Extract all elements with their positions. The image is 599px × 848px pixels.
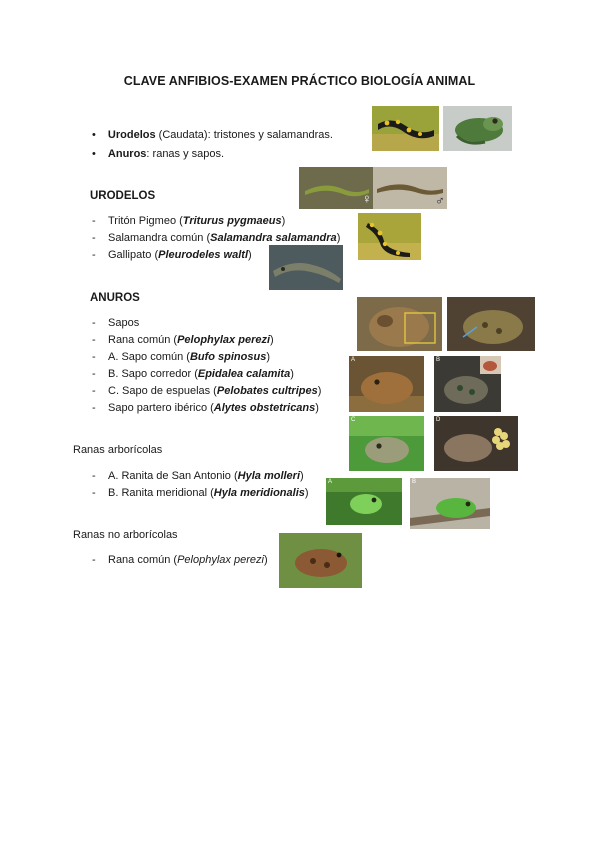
list-item [92,333,274,347]
pelobates-photo [349,416,424,471]
paren: ) [317,385,322,397]
page-title: CLAVE ANFIBIOS-EXAMEN PRÁCTICO BIOLOGÍA ANIMAL [123,74,476,88]
common-name: Tritón Pigmeo ( [108,215,183,227]
intro-text: : ranas y sapos. [146,148,225,160]
bufo-spinosus-photo [349,356,424,412]
dash: - [92,232,96,244]
dash: - [92,470,96,482]
list-item [92,316,140,330]
alytes-photo [434,416,518,471]
scientific-name: Hyla molleri [237,470,301,482]
photo-label-a: A [328,479,333,485]
paren: ) [300,470,304,482]
scientific-name: Pelophylax perezi [177,334,271,346]
common-name: Sapo partero ibérico ( [108,402,214,414]
salamander-photo [372,106,439,151]
intro-term: Urodelos [107,129,156,141]
list-item [92,486,309,500]
bullet-icon: • [92,129,96,141]
intro-item-urodelos [92,128,333,142]
paren: ) [266,351,270,363]
common-name: Rana común ( [108,554,178,566]
dash: - [92,554,96,566]
paren: ) [263,554,268,566]
dash: - [92,334,96,346]
scientific-name: Hyla meridionalis [213,487,305,499]
scientific-name: Pelophylax perezi [177,554,264,566]
photo-label-a: A [351,357,356,363]
anuros-heading: ANUROS [90,292,140,304]
common-name: Gallipato ( [108,249,159,261]
scientific-name: Epidalea calamita [197,368,291,380]
hyla-meridionalis-photo [410,478,490,529]
rana-comun-photo [279,533,362,588]
no-arboricolas-heading: Ranas no arborícolas [73,529,178,541]
dash: - [92,487,96,499]
common-name: A. Ranita de San Antonio ( [108,470,238,482]
newt-pair-photo [299,167,447,209]
intro-text: (Caudata): tristones y salamandras. [155,129,333,141]
female-symbol-icon: ♀ [362,191,372,206]
scientific-name: Pleurodeles waltl [158,249,249,261]
dash: - [92,317,96,329]
photo-label-b: B [412,479,417,485]
scientific-name: Pelobates cultripes [216,385,318,397]
paren: ) [248,249,252,261]
scientific-name: Bufo spinosus [189,351,267,363]
urodelos-heading: URODELOS [90,190,156,202]
intro-term: Anuros [107,148,147,160]
paren: ) [270,334,274,346]
arboricolas-heading: Ranas arborícolas [73,444,163,456]
sapo-detail-photo [357,297,442,351]
scientific-name: Alytes obstetricans [213,402,316,414]
paren: ) [304,487,309,499]
list-item [92,214,286,228]
male-symbol-icon: ♂ [435,193,445,208]
paren: ) [281,215,286,227]
gallipato-photo [269,245,343,290]
dash: - [92,368,96,380]
frog-photo [443,106,512,151]
paren: ) [315,402,319,414]
common-name: B. Ranita meridional ( [108,487,214,499]
scientific-name: Salamandra salamandra [210,232,337,244]
rana-perezi-photo [447,297,535,351]
photo-label-c: C [351,417,356,423]
dash: - [92,351,96,363]
list-item [92,248,252,262]
common-name: Sapos [108,317,140,329]
dash: - [92,249,96,261]
common-name: B. Sapo corredor ( [108,368,198,380]
list-item [92,553,268,567]
common-name: C. Sapo de espuelas ( [108,385,217,397]
photo-label-b: B [436,357,441,363]
dash: - [92,215,96,227]
list-item [92,367,294,381]
paren: ) [290,368,294,380]
common-name: A. Sapo común ( [108,351,190,363]
salamandra-photo [358,213,421,260]
list-item [92,401,319,415]
common-name: Salamandra común ( [108,232,211,244]
dash: - [92,385,96,397]
scientific-name: Triturus pygmaeus [182,215,282,227]
photo-label-d: D [436,417,441,423]
dash: - [92,402,96,414]
list-item [92,469,304,483]
bullet-icon: • [92,148,96,160]
common-name: Rana común ( [108,334,178,346]
epidalea-photo [434,356,501,412]
list-item [92,350,270,364]
paren: ) [336,232,341,244]
hyla-molleri-photo [326,478,402,525]
intro-item-anuros [92,147,224,161]
list-item [92,231,341,245]
list-item [92,384,322,398]
